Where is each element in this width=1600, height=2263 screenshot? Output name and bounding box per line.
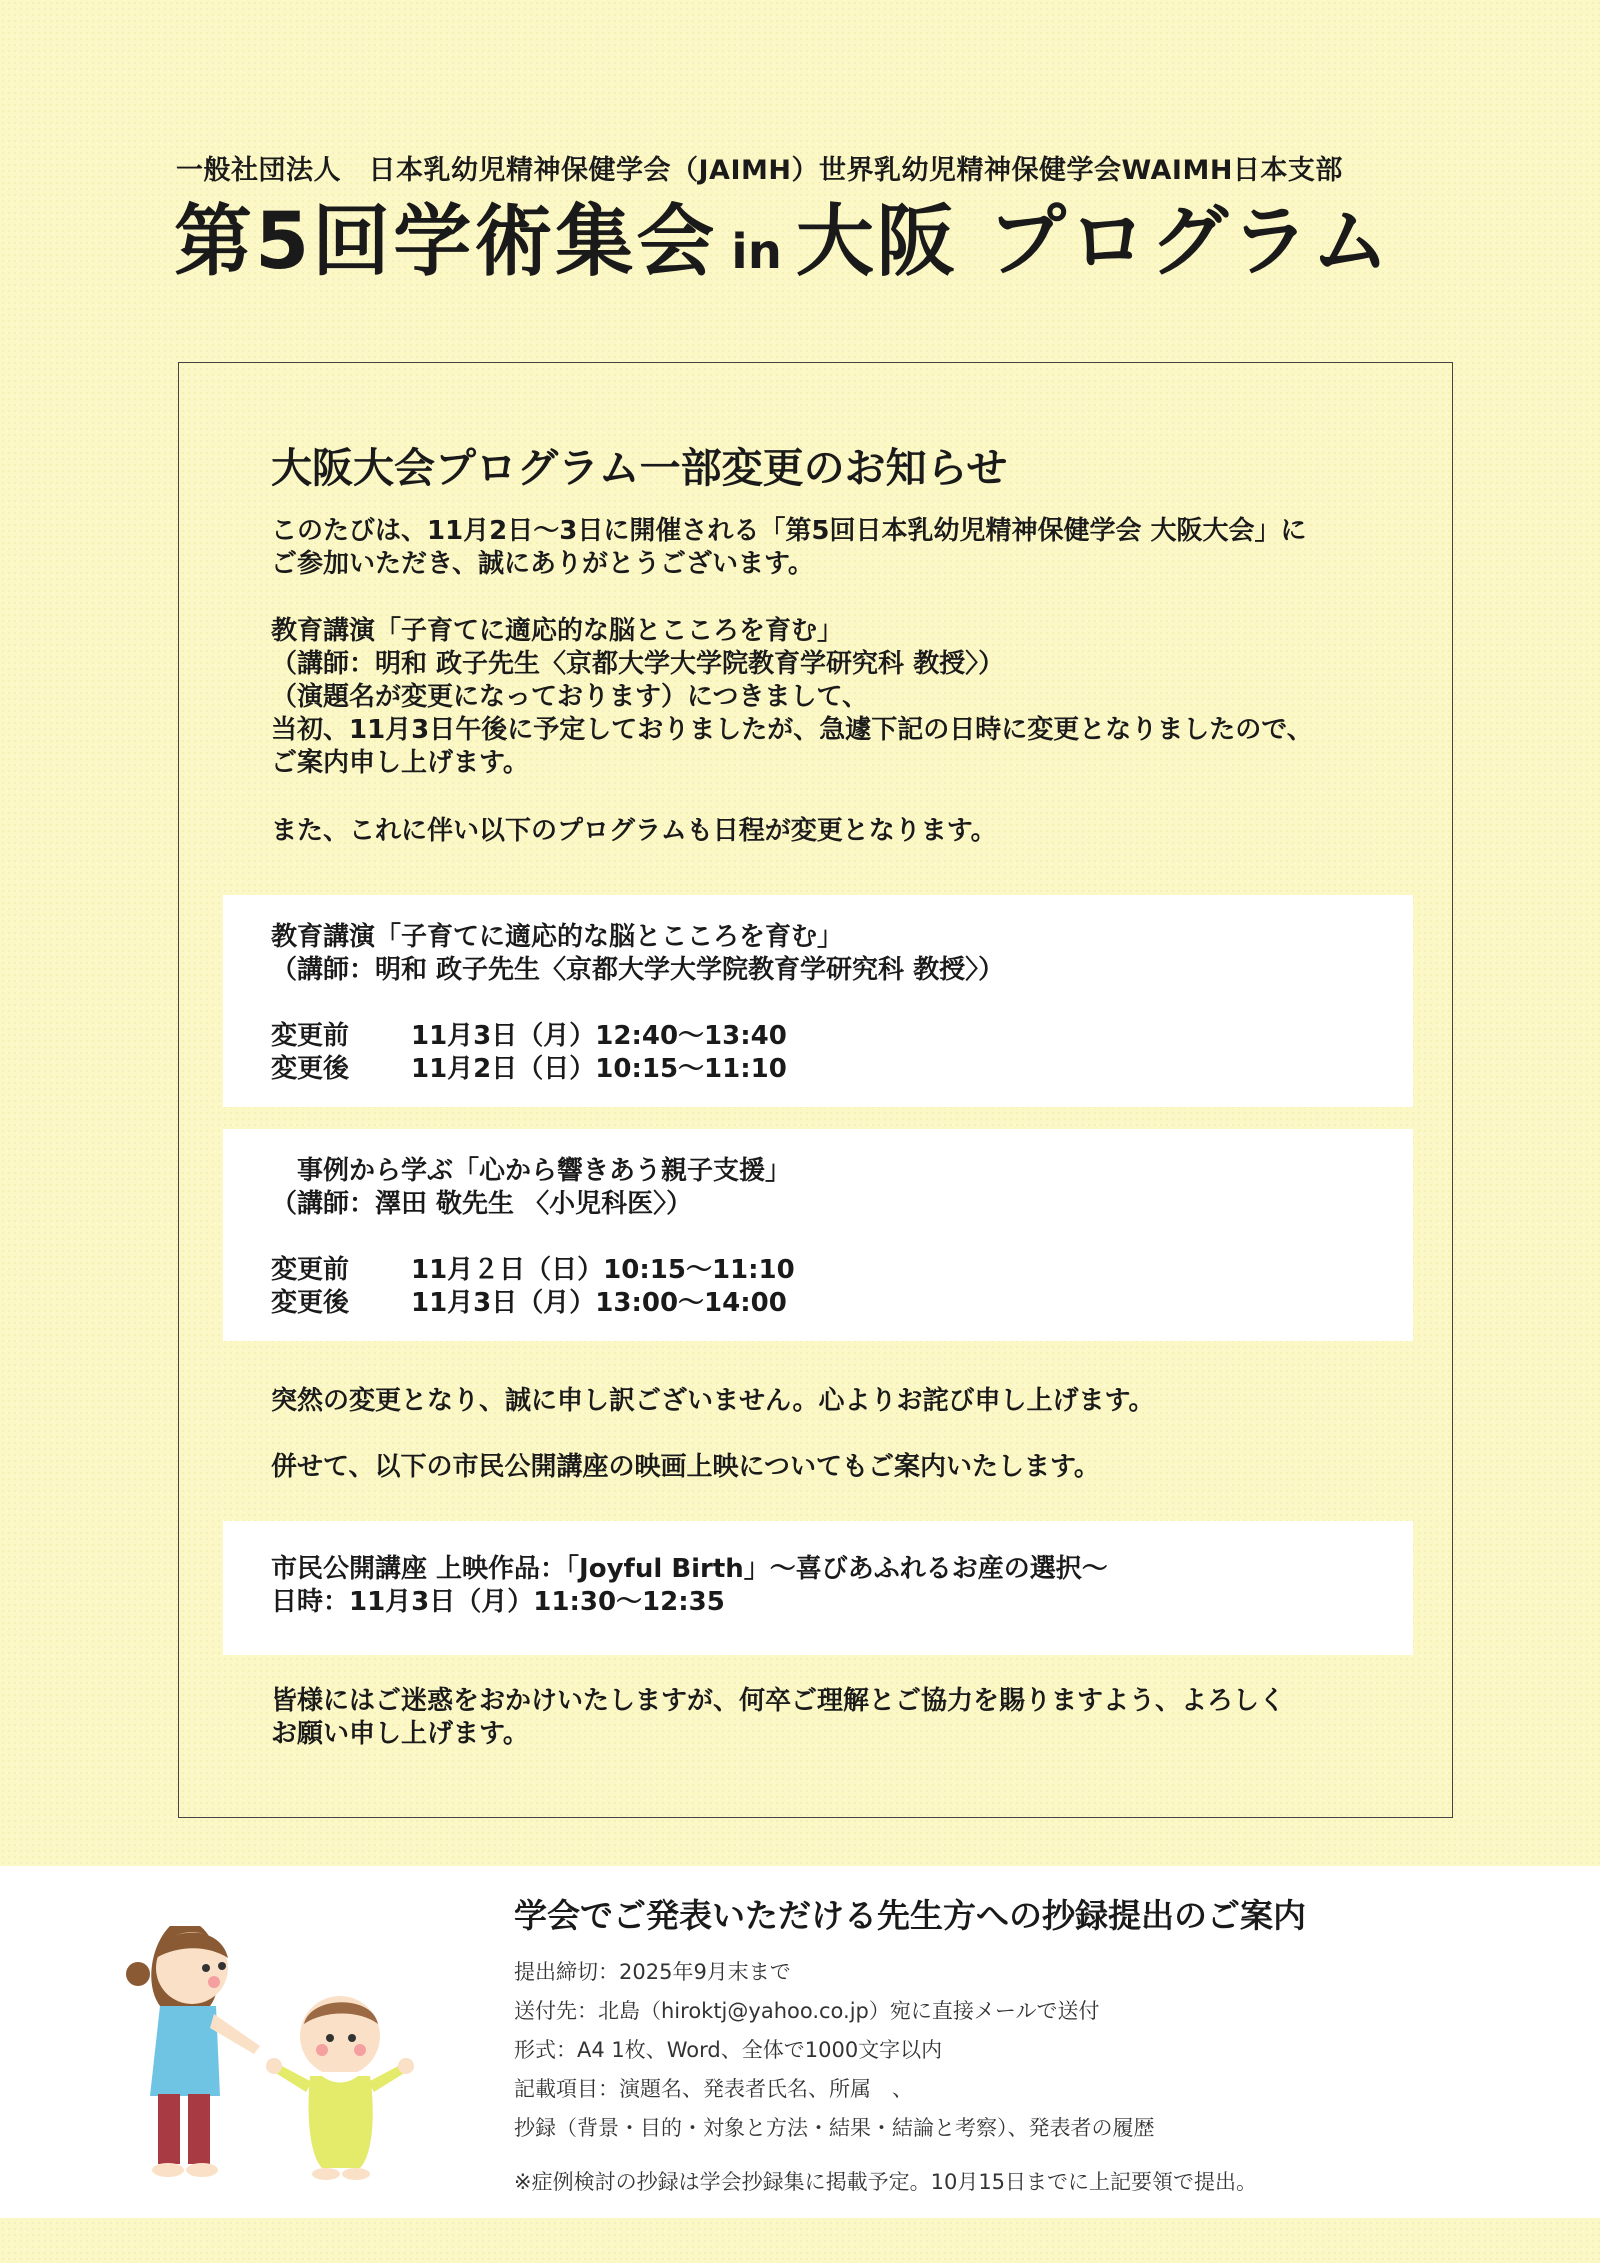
change-before-row (271, 1020, 1411, 1053)
change-1-text (271, 921, 1411, 1086)
lecture-info-line: 教育講演「子育てに適応的な脳とこころを育む」 (271, 616, 844, 646)
change-after-row (271, 1287, 1411, 1320)
after-label: 変更後 (271, 1288, 350, 1318)
notice-box (178, 362, 1453, 1818)
closing-line: お願い申し上げます。 (271, 1719, 529, 1749)
intro-line: ご参加いただき、誠にありがとうございます。 (271, 549, 814, 579)
lecture-info-line: （演題名が変更になっております）につきまして、 (271, 682, 868, 712)
abstract-items: 記載項目：演題名、発表者氏名、所属 、 (514, 2077, 913, 2101)
abstract-note: ※症例検討の抄録は学会抄録集に掲載予定。10月15日までに上記要領で提出。 (514, 2170, 1258, 2194)
title-in: in (731, 224, 782, 280)
intro-paragraph (271, 515, 1411, 581)
change-lecturer: （講師：明和 政子先生〈京都大学大学院教育学研究科 教授〉） (271, 955, 1005, 985)
after-time: 11月2日（日）10:15〜11:10 (411, 1054, 787, 1084)
change-panel-1 (223, 895, 1413, 1107)
after-time: 11月3日（月）13:00〜14:00 (411, 1288, 787, 1318)
change-panel-2 (223, 1129, 1413, 1341)
before-label: 変更前 (271, 1021, 350, 1051)
film-panel (223, 1521, 1413, 1655)
change-lecturer: （講師：澤田 敬先生 〈小児科医〉） (271, 1189, 693, 1219)
lecture-info-line: ご案内申し上げます。 (271, 748, 529, 778)
apology-paragraph: 突然の変更となり、誠に申し訳ございません。心よりお詫び申し上げます。 (271, 1386, 1155, 1416)
before-time: 11月２日（日）10:15〜11:10 (411, 1255, 795, 1285)
notice-heading: 大阪大会プログラム一部変更のお知らせ (271, 444, 1008, 492)
closing-line: 皆様にはご迷惑をおかけいたしますが、何卒ご理解とご協力を賜りますよう、よろしく (271, 1686, 1286, 1716)
title-part1: 第5回学術集会 (174, 197, 718, 287)
organization-line: 一般社団法人 日本乳幼児精神保健学会（JAIMH）世界乳幼児精神保健学会WAIMH日本支部 (176, 155, 1343, 186)
also-paragraph: また、これに伴い以下のプログラムも日程が変更となります。 (271, 816, 997, 846)
abstract-deadline: 提出締切：2025年9月末まで (514, 1960, 791, 1984)
intro-line: このたびは、11月2日〜3日に開催される「第5回日本乳幼児精神保健学会 大阪大会」に (271, 516, 1307, 546)
before-time: 11月3日（月）12:40〜13:40 (411, 1021, 787, 1051)
change-after-row (271, 1053, 1411, 1086)
lecture-info-line: 当初、11月3日午後に予定しておりましたが、急遽下記の日時に変更となりましたので、 (271, 715, 1313, 745)
abstract-format: 形式：A4 1枚、Word、全体で1000文字以内 (514, 2038, 943, 2062)
abstract-heading: 学会でご発表いただける先生方への抄録提出のご案内 (514, 1896, 1306, 1935)
change-title: 事例から学ぶ「心から響きあう親子支援」 (271, 1156, 792, 1186)
change-title: 教育講演「子育てに適応的な脳とこころを育む」 (271, 922, 844, 952)
change-2-text (271, 1155, 1411, 1320)
change-before-row (271, 1254, 1411, 1287)
abstract-send-to: 送付先：北島（hiroktj@yahoo.co.jp）宛に直接メールで送付 (514, 1999, 1100, 2023)
abstract-items-cont: 抄録（背景・目的・対象と方法・結果・結論と考察）、発表者の履歴 (514, 2116, 1155, 2140)
abstract-section (0, 1866, 1600, 2218)
before-label: 変更前 (271, 1255, 350, 1285)
lecture-info-line: （講師：明和 政子先生〈京都大学大学院教育学研究科 教授〉） (271, 649, 1005, 679)
film-intro-paragraph: 併せて、以下の市民公開講座の映画上映についてもご案内いたします。 (271, 1452, 1100, 1482)
lecture-info-paragraph (271, 615, 1411, 780)
closing-paragraph (271, 1685, 1411, 1751)
film-datetime: 日時：11月3日（月）11:30〜12:35 (271, 1587, 725, 1617)
title-part2: 大阪 プログラム (795, 197, 1393, 287)
film-title: 市民公開講座 上映作品：「Joyful Birth」〜喜びあふれるお産の選択〜 (271, 1554, 1108, 1584)
film-text (271, 1553, 1411, 1619)
after-label: 変更後 (271, 1054, 350, 1084)
mother-and-baby-illustration (110, 1886, 450, 2196)
page-title (174, 197, 1474, 287)
